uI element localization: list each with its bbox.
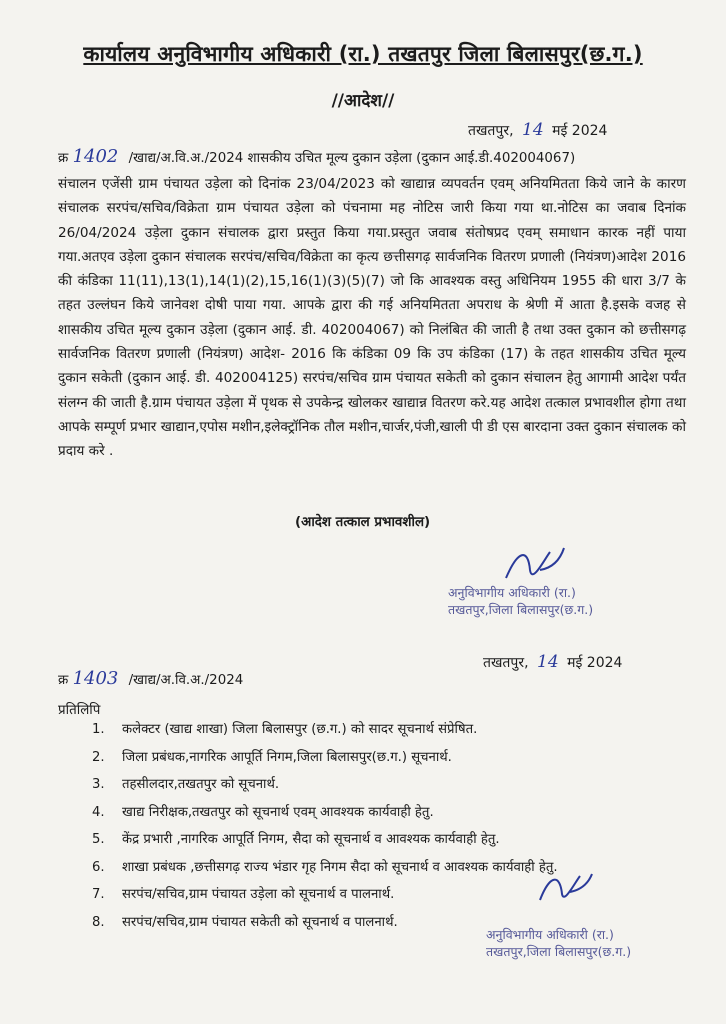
list-item: 3. तहसीलदार,तखतपुर को सूचनार्थ. — [92, 777, 280, 792]
signature-block-2 — [486, 926, 631, 960]
signature-scribble-1 — [500, 540, 570, 588]
order-ref-text: /खाद्य/अ.वि.अ./2024 शासकीय उचित मूल्य दुकान उड़ेला (दुकान आई.डी.402004067) — [128, 151, 576, 166]
order-reference — [58, 146, 575, 167]
list-item: 5. केंद्र प्रभारी ,नागरिक आपूर्ति निगम, सैदा को सूचनार्थ व आवश्यक कार्यवाही हेतु. — [92, 832, 500, 847]
order-ref-prefix: क्र — [58, 151, 69, 166]
copy-recipients-list — [92, 716, 692, 936]
copy-date-prefix: तखतपुर, — [483, 655, 529, 671]
list-item: 6. शाखा प्रबंधक ,छत्तीसगढ़ राज्य भंडार गृह निगम सैदा को सूचनार्थ व आवश्यक कार्यवाही हेतु. — [92, 859, 558, 875]
copy-reference — [58, 668, 243, 689]
signature-1-office: तखतपुर,जिला बिलासपुर(छ.ग.) — [448, 602, 594, 617]
copy-date-suffix: मई 2024 — [567, 655, 623, 671]
order-ref-number: 1402 — [72, 146, 119, 167]
office-title: कार्यालय अनुविभागीय अधिकारी (रा.) तखतपुर जिला बिलासपुर(छ.ग.) — [83, 42, 643, 66]
signature-block-1 — [448, 584, 593, 618]
order-body: संचालन एजेंसी ग्राम पंचायत उड़ेला को दिनांक 23/04/2023 को खाद्यान्न व्यपवर्तन एवम् अनियमितता किये जाने के कारण संचालक सरपंच/सचिव/विक्रेता ग्राम पंचायत उड़ेला को पंचनामा मह नोटिस जारी किया गया था.नोटिस का जवाब दिनांक 26/04/2024 उड़ेला दुकान संचालक द्वारा प्रस्तुत किया गया.प्रस्तुत जवाब संतोषप्रद एवम् समाधान कारक नहीं पाया गया.अतएव उड़ेला दुकान संचालक सरपंच/सचिव/विक्रेता का कृत्य छत्तीसगढ़ सार्वजनिक वितरण प्रणाली (नियंत्रण)आदेश 2016 की कंडिका 11(11),13(1),14(1)(2),15,16(1)(3)(5)(7) जो कि आवश्यक वस्तु अधिनियम 1955 की धारा 3/7 के तहत उल्लंघन किये जानेवश दोषी पाया गया. आपके द्वारा की गई अनियमितता अपराध के श्रेणी में आता है.इसके वजह से शासकीय उचित मूल्य दुकान उड़ेला (दुकान आई. डी. 402004067) को निलंबित की जाती है तथा उक्त दुकान को छत्तीसगढ़ सार्वजनिक वितरण प्रणाली (नियंत्रण) आदेश- 2016 कि कंडिका 09 कि उप कंडिका (17) के तहत शासकीय उचित मूल्य दुकान सकेती (दुकान आई. डी. 402004125) सरपंच/सचिव ग्राम पंचायत सकेती को दुकान संचालन हेतु आगामी आदेश पर्यंत संलग्न की जाती है.ग्राम पंचायत उड़ेला में पृथक से उपकेन्द्र खोलकर खाद्यान्न वितरण करे.यह आदेश तत्काल प्रभावशील होगा तथा आपके सम्पूर्ण प्रभार खाद्यान,एपोस मशीन,इलेक्ट्रॉनिक तौल मशीन,चार्जर,पंजी,खाली पी डी एस बारदाना उक्त दुकान संचालक को प्रदाय करे . — [58, 176, 686, 460]
copy-ref-prefix: क्र — [58, 673, 69, 688]
copy-ref-number: 1403 — [72, 668, 119, 689]
list-item: 7. सरपंच/सचिव,ग्राम पंचायत उड़ेला को सूचनार्थ व पालनार्थ. — [92, 887, 395, 902]
copy-date-day: 14 — [537, 652, 559, 672]
copy-date — [483, 652, 622, 672]
list-item: 1. कलेक्टर (खाद्य शाखा) जिला बिलासपुर (छ.ग.) को सादर सूचनार्थ संप्रेषित. — [92, 722, 478, 737]
signature-1-title: अनुविभागीय अधिकारी (रा.) — [448, 585, 576, 600]
signature-scribble-2 — [536, 868, 596, 908]
effective-note: (आदेश तत्काल प्रभावशील) — [295, 515, 431, 530]
signature-2-office: तखतपुर,जिला बिलासपुर(छ.ग.) — [486, 944, 632, 959]
order-date — [468, 120, 607, 140]
order-date-day: 14 — [522, 120, 544, 140]
list-item: 8. सरपंच/सचिव,ग्राम पंचायत सकेती को सूचनार्थ व पालनार्थ. — [92, 914, 398, 930]
order-date-suffix: मई 2024 — [552, 123, 608, 139]
list-item: 4. खाद्य निरीक्षक,तखतपुर को सूचनार्थ एवम् आवश्यक कार्यवाही हेतु. — [92, 804, 434, 820]
order-title: //आदेश// — [331, 91, 395, 111]
list-item: 2. जिला प्रबंधक,नागरिक आपूर्ति निगम,जिला बिलासपुर(छ.ग.) सूचनार्थ. — [92, 749, 452, 765]
copy-label: प्रतिलिपि — [58, 703, 101, 718]
order-date-prefix: तखतपुर, — [468, 123, 514, 139]
signature-2-title: अनुविभागीय अधिकारी (रा.) — [486, 927, 614, 942]
copy-ref-text: /खाद्य/अ.वि.अ./2024 — [128, 673, 244, 688]
